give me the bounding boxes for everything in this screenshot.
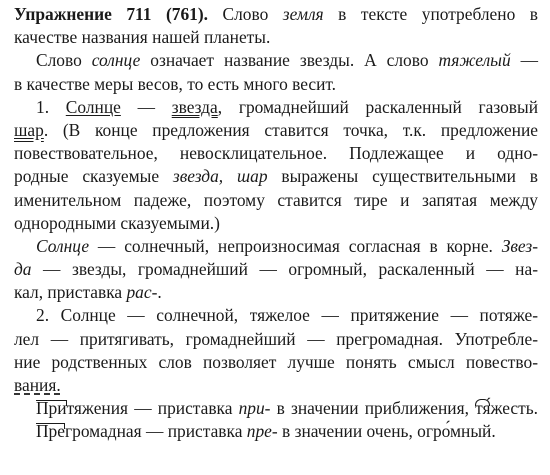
text: вания. (14, 375, 61, 395)
text: Слово (36, 50, 92, 71)
text: — солнечный, непроизносимая согласная в корне. (89, 235, 502, 256)
text: Слово (208, 4, 283, 24)
emphasis: тяжелый (438, 50, 511, 71)
emphasis: при- (238, 398, 271, 419)
emphasis: земля (282, 4, 324, 24)
text: — приставка (141, 421, 247, 442)
text: кал, приставка (14, 282, 127, 303)
text: . (533, 398, 539, 419)
emphasis: пре- (246, 421, 278, 442)
exercise-line (14, 374, 538, 397)
exercise-line (14, 142, 538, 165)
exercise-line (14, 212, 538, 235)
exercise-line (14, 165, 538, 188)
exercise-line (14, 304, 538, 327)
text: тяжения (66, 398, 129, 419)
text: выражены существительными в (267, 166, 538, 187)
root-morpheme: тя (475, 398, 491, 419)
prefix-morpheme: Пре (36, 421, 65, 442)
exercise-line (14, 281, 538, 304)
text: жесть (490, 398, 534, 419)
exercise-line (14, 119, 538, 142)
exercise-line (14, 73, 538, 96)
exercise-line (14, 3, 538, 26)
emphasis: да (14, 259, 32, 280)
text: означает название звезды. А слово (140, 50, 439, 71)
text: — звезды, громаднейший — огромный, раскаленный — на- (31, 259, 538, 280)
exercise-line (14, 258, 538, 281)
item-number: 1. (36, 96, 66, 117)
text: повествовательное, невосклицательное. Подлежащее и одно- (14, 143, 538, 164)
text: 2. Солнце — солнечной, тяжелое — притяжение — потяже- (36, 305, 538, 326)
text: . (В конце предложения ставится точка, т.к. предложение (43, 119, 538, 140)
exercise-line (14, 235, 538, 258)
exercise-page (14, 3, 538, 444)
text: в тексте употреблено в (323, 4, 538, 24)
text: в качестве меры весов, то есть много весит. (14, 73, 337, 94)
exercise-line (14, 26, 538, 49)
emphasis: рас- (126, 282, 158, 303)
text: родные сказуемые (14, 166, 173, 187)
emphasis: звезда, шар (172, 166, 268, 187)
exercise-line (14, 397, 538, 420)
predicate-word: звезда (171, 96, 218, 117)
exercise-line (14, 351, 538, 374)
exercise-line (14, 96, 538, 119)
prefix-morpheme: При (36, 398, 67, 419)
predicate-word: шар (14, 119, 44, 140)
exercise-line (14, 189, 538, 212)
text: лел — притягивать, громаднейший — прегромадная. Употребле- (14, 328, 538, 349)
text: в значении приближения, (270, 398, 476, 419)
text: ние родственных слов позволяет лучше понять смысл повество- (14, 351, 538, 372)
text: , громаднейший раскаленный газовый (217, 96, 538, 117)
exercise-title: Упражнение 711 (761). (14, 4, 208, 24)
text: — (510, 50, 539, 71)
exercise-line (14, 420, 538, 443)
text: качестве названия нашей планеты. (14, 27, 271, 48)
exercise-line (14, 49, 538, 72)
text: — (120, 96, 172, 117)
subject-word: Солнце (65, 96, 121, 117)
text: в значении очень, огро́мный. (277, 421, 496, 442)
text: однородными сказуемыми.) (14, 212, 220, 233)
text: громадная (64, 421, 142, 442)
emphasis: Звез- (501, 235, 538, 256)
emphasis: Солнце (36, 235, 90, 256)
emphasis: солнце (91, 50, 141, 71)
exercise-line (14, 328, 538, 351)
text: именительном падеже, поэтому ставится тире и запятая между (14, 189, 538, 210)
text: . (157, 282, 162, 303)
text: — приставка (128, 398, 239, 419)
